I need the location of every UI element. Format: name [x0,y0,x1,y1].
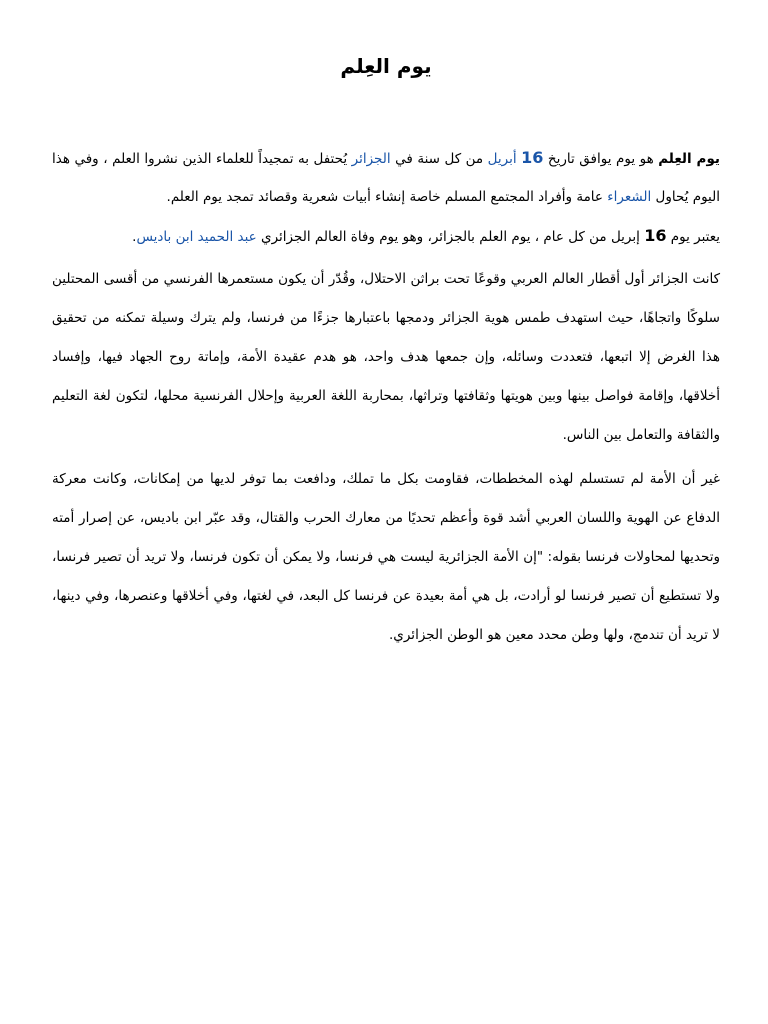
paragraph-intro [52,139,720,216]
date-link[interactable] [487,148,544,167]
intro-text-1: هو يوم يوافق تاريخ [543,151,659,167]
flagday-date-number: 16 [644,226,667,245]
flagday-text-2: إبريل من كل عام ، يوم العلم بالجزائر، وهو يوم وفاة العالم الجزائري [256,229,645,245]
paragraph-colonial-history: كانت الجزائر أول أقطار العالم العربي وقوعًا تحت براثن الاحتلال، وقُدّر أن يكون مستعمرها الفرنسي من أقسى المحتلين سلوكًا واتجاهًا، حيث استهدف طمس هوية الجزائر ودمجها باعتبارها جزءًا من فرنسا، ولم يترك وسيلة تمكنه من تحقيق هذا الغرض إلا اتبعها، فتعددت وسائله، وإن جمعها هدف واحد، هو هدم عقيدة الأمة، وإماتة روح الجهاد فيها، وإفساد أخلاقها، وإقامة فواصل بينها وبين هويتها وثقافتها وتراثها، بمحاربة اللغة العربية وإحلال الفرنسية محلها، لتكون لغة التعليم والثقافة والتعامل بين الناس. [52,271,720,443]
flagday-text-3: . [132,229,137,245]
poets-link[interactable]: الشعراء [607,189,652,205]
intro-text-3: يُحتفل به تمجيداً للعلماء الذين نشروا العلم ، وفي هذا اليوم يُحاول [52,151,720,205]
intro-text-4: عامة وأفراد المجتمع المسلم خاصة إنشاء أبيات شعرية وقصائد تمجد يوم العلم. [166,189,608,205]
country-link[interactable]: الجزائر [351,151,391,167]
paragraph-resistance: غير أن الأمة لم تستسلم لهذه المخططات، فقاومت بكل ما تملك، ودافعت بما توفر لديها من إمكانات، وكانت معركة الدفاع عن الهوية واللسان العربي أشد قوة وأعظم تحديًا من معارك الحرب والقتال، وقد عبّر ابن باديس، عن إصرار أمته وتحديها لمحاولات فرنسا بقوله: "إن الأمة الجزائرية ليست هي فرنسا، ولا يمكن أن تكون فرنسا، ولا تريد أن تصير فرنسا، ولا تستطيع أن تصير فرنسا لو أرادت، بل هي أمة بعيدة عن فرنسا كل البعد، في لغتها، وفي أخلاقها وعنصرها، وفي دينها، لا تريد أن تندمج، ولها وطن محدد معين هو الوطن الجزائري. [52,471,720,643]
flagday-text-1: يعتبر يوم [666,229,720,245]
intro-lead: يوم العِلم [658,151,720,167]
page-title: يوم العِلم [340,54,432,78]
document-page [52,0,720,655]
date-number: 16 [521,148,544,167]
scholar-link[interactable]: عبد الحميد ابن باديس [136,229,257,245]
paragraph-flag-day [52,217,720,256]
date-month: أبريل [487,151,517,167]
intro-text-2: من كل سنة في [390,151,488,167]
